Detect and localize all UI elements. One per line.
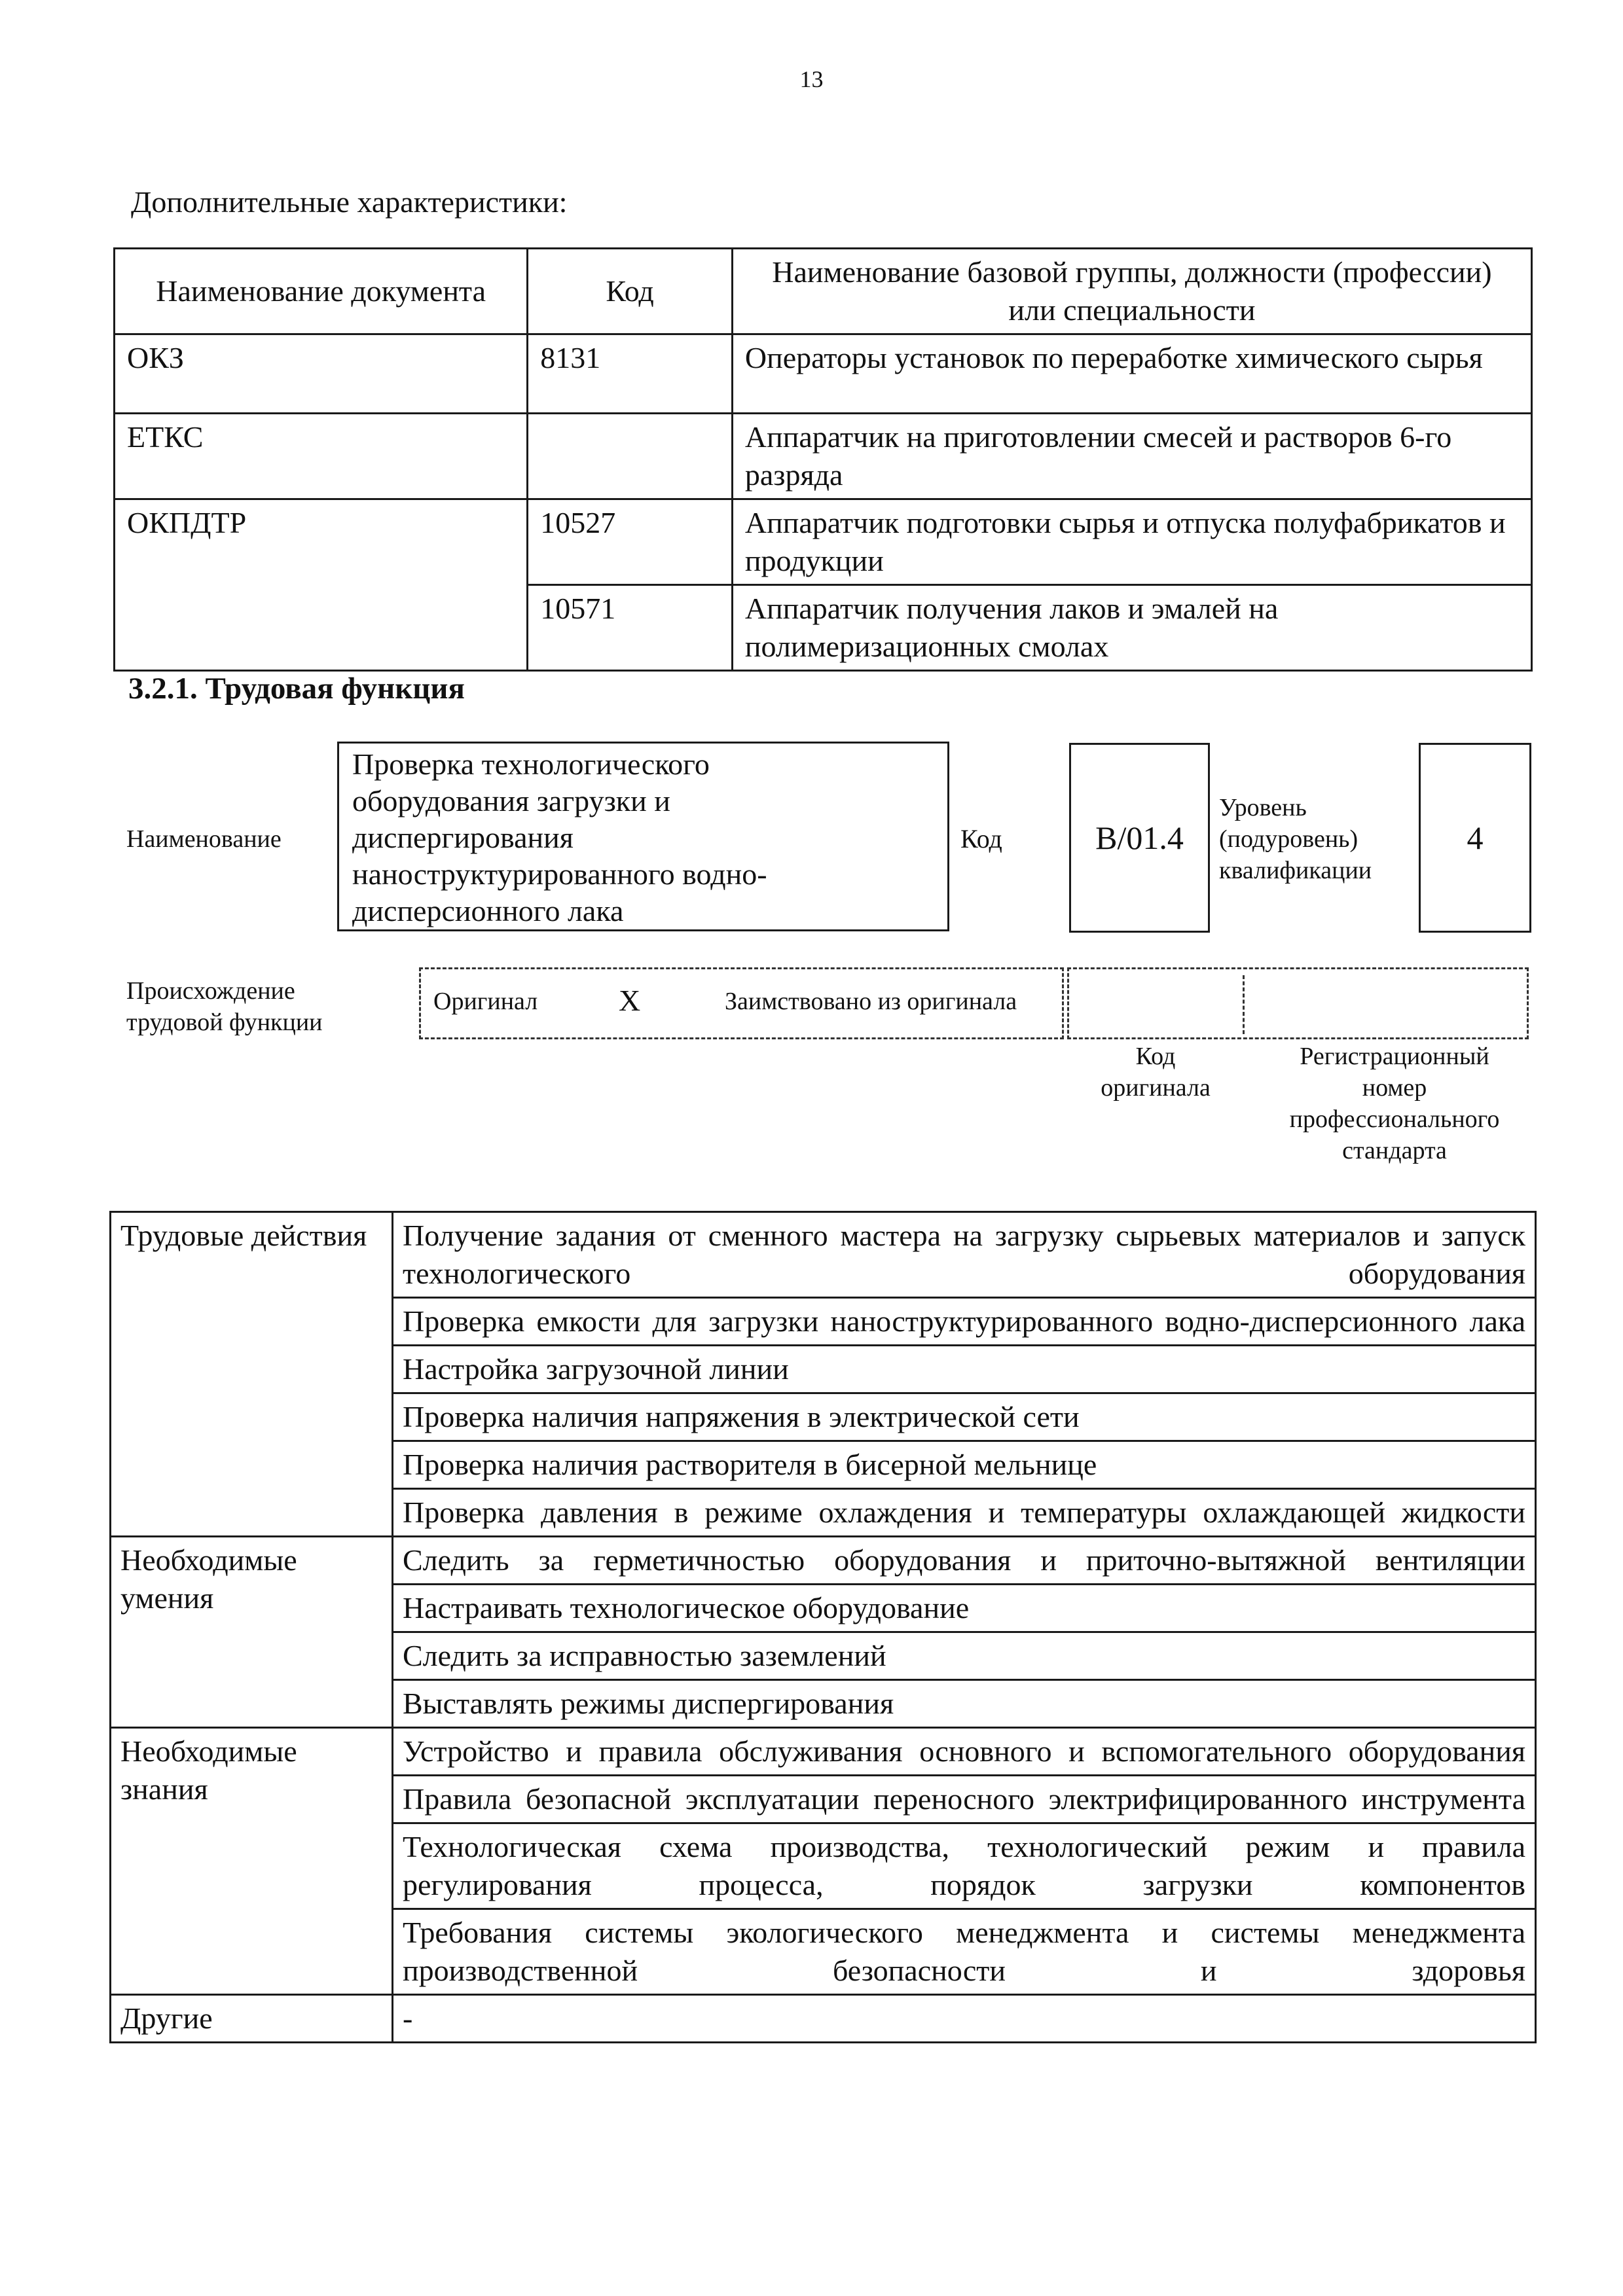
knowledge-item: Технологическая схема производства, технологический режим и правила регулирования процесса, порядок загрузки компонентов <box>393 1823 1536 1909</box>
table-row <box>115 334 1532 414</box>
row-code: 10527 <box>528 499 733 585</box>
original-label: Оригинал <box>433 988 538 1015</box>
additional-characteristics-title: Дополнительные характеристики: <box>131 185 568 219</box>
skills-label: Необходимые умения <box>111 1537 393 1728</box>
table-header-row <box>115 249 1532 334</box>
table-row <box>111 1995 1536 2043</box>
function-name-line: оборудования загрузки и <box>352 784 670 817</box>
registration-label-line: профессионального <box>1289 1105 1500 1133</box>
header-name: Наименование базовой группы, должности (профессии) или специальности <box>732 249 1531 334</box>
level-value: 4 <box>1467 819 1484 856</box>
skill-item: Выставлять режимы диспергирования <box>393 1680 1536 1728</box>
knowledge-item: Устройство и правила обслуживания основного и вспомогательного оборудования <box>393 1728 1536 1776</box>
origin-label-line: Происхождение <box>126 977 295 1005</box>
name-label: Наименование <box>126 825 282 853</box>
skill-item: Следить за исправностью заземлений <box>393 1632 1536 1680</box>
original-code-box <box>1067 967 1529 1039</box>
header-doc: Наименование документа <box>115 249 528 334</box>
row-name: Аппаратчик подготовки сырья и отпуска полуфабрикатов и продукции <box>732 499 1531 585</box>
registration-label-line: стандарта <box>1342 1137 1447 1164</box>
origin-label-line: трудовой функции <box>126 1009 323 1036</box>
actions-label: Трудовые действия <box>111 1212 393 1537</box>
code-value-box <box>1069 743 1210 933</box>
original-code-label-line: оригинала <box>1101 1074 1211 1102</box>
registration-number-label <box>1257 1041 1532 1166</box>
table-row <box>111 1728 1536 1776</box>
function-name-line: Проверка технологического <box>352 747 710 781</box>
row-code: 10571 <box>528 585 733 671</box>
table-row <box>115 499 1532 585</box>
row-code <box>528 414 733 499</box>
row-code: 8131 <box>528 334 733 414</box>
function-details-table <box>109 1211 1537 2043</box>
skill-item: Настраивать технологическое оборудование <box>393 1585 1536 1632</box>
table-row <box>115 414 1532 499</box>
divider <box>1243 975 1245 1034</box>
registration-label-line: Регистрационный <box>1300 1043 1489 1070</box>
level-label-line: Уровень <box>1219 794 1307 821</box>
row-name: Аппаратчик на приготовлении смесей и растворов 6-го разряда <box>732 414 1531 499</box>
row-doc: ОКПДТР <box>115 499 528 671</box>
action-item: Настройка загрузочной линии <box>393 1346 1536 1393</box>
knowledge-item: Требования системы экологического менеджмента и системы менеджмента производственной безопасности и здоровья <box>393 1909 1536 1995</box>
action-item: Проверка давления в режиме охлаждения и температуры охлаждающей жидкости <box>393 1489 1536 1537</box>
original-code-label-line: Код <box>1135 1043 1176 1070</box>
additional-characteristics-table <box>113 247 1533 672</box>
row-name: Операторы установок по переработке химического сырья <box>732 334 1531 414</box>
page-number: 13 <box>799 66 824 92</box>
other-label: Другие <box>111 1995 393 2043</box>
row-doc: ЕТКС <box>115 414 528 499</box>
action-item: Проверка наличия напряжения в электрической сети <box>393 1393 1536 1441</box>
other-value: - <box>393 1995 1536 2043</box>
level-value-box <box>1419 743 1531 933</box>
qualification-level-label <box>1219 792 1372 886</box>
action-item: Проверка наличия растворителя в бисерной мельнице <box>393 1441 1536 1489</box>
action-item: Проверка емкости для загрузки наноструктурированного водно-дисперсионного лака <box>393 1298 1536 1346</box>
level-label-line: квалификации <box>1219 857 1372 884</box>
original-code-label <box>1074 1041 1237 1103</box>
skill-item: Следить за герметичностью оборудования и приточно-вытяжной вентиляции <box>393 1537 1536 1585</box>
knowledge-label: Необходимые знания <box>111 1728 393 1995</box>
registration-label-line: номер <box>1362 1074 1427 1102</box>
original-mark: X <box>619 984 641 1017</box>
function-name-line: диспергирования <box>352 821 574 854</box>
row-doc: ОКЗ <box>115 334 528 414</box>
origin-label <box>126 975 323 1038</box>
header-code: Код <box>528 249 733 334</box>
row-name: Аппаратчик получения лаков и эмалей на полимеризационных смолах <box>732 585 1531 671</box>
code-value: В/01.4 <box>1095 819 1184 856</box>
labor-function-title: 3.2.1. Трудовая функция <box>128 672 465 706</box>
function-name-line: дисперсионного лака <box>352 894 624 927</box>
action-item: Получение задания от сменного мастера на загрузку сырьевых материалов и запуск технологического оборудования <box>393 1212 1536 1298</box>
table-row <box>111 1212 1536 1298</box>
table-row <box>111 1537 1536 1585</box>
borrowed-label: Заимствовано из оригинала <box>725 988 1017 1015</box>
level-label-line: (подуровень) <box>1219 825 1359 853</box>
function-name-box <box>337 742 949 931</box>
code-label: Код <box>960 824 1002 853</box>
function-name-line: наноструктурированного водно- <box>352 857 767 891</box>
knowledge-item: Правила безопасной эксплуатации переносного электрифицированного инструмента <box>393 1776 1536 1823</box>
